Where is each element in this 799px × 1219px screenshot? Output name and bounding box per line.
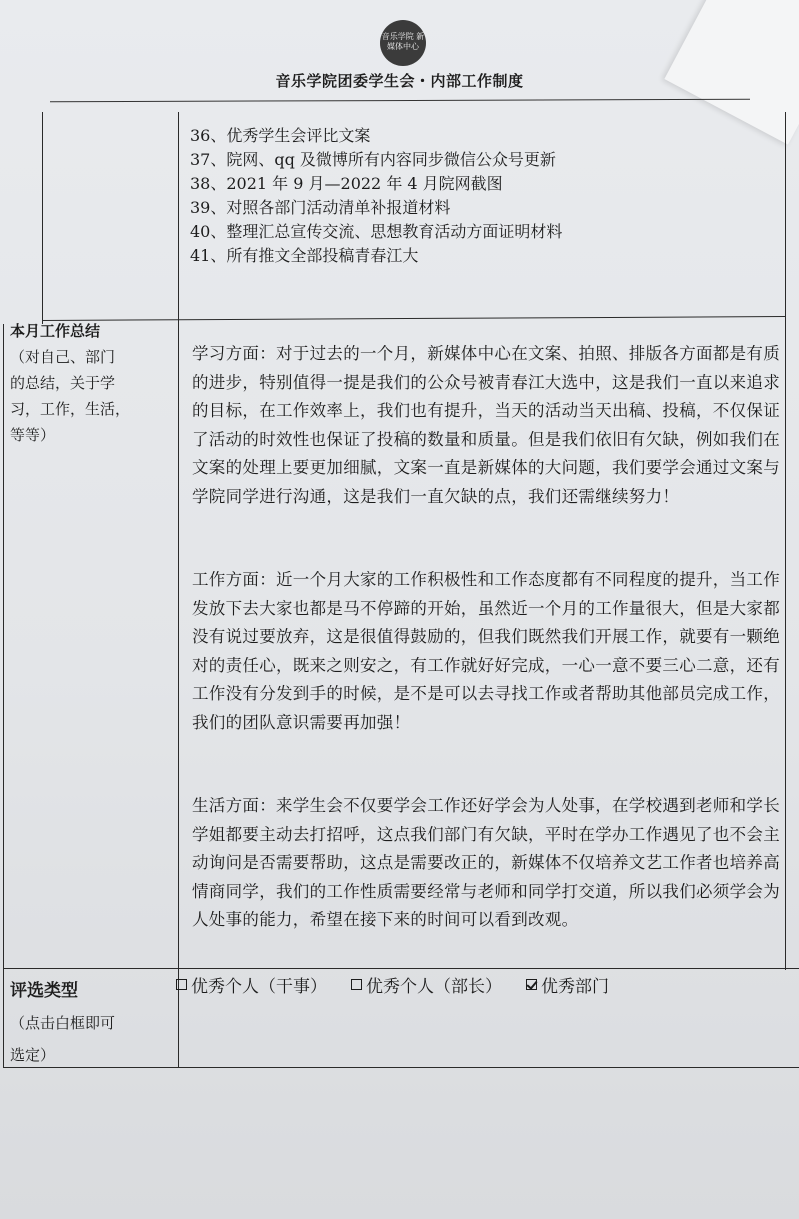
list-item: 36、优秀学生会评比文案 xyxy=(190,126,371,145)
checkbox-checked[interactable] xyxy=(526,979,537,990)
summary-label-line: 习，工作，生活， xyxy=(10,400,131,418)
list-item: 41、所有推文全部投稿青春江大 xyxy=(190,246,419,265)
option-outstanding-member[interactable] xyxy=(176,972,327,997)
evaluation-label-line: 选定） xyxy=(10,1046,56,1064)
checkbox-unchecked[interactable] xyxy=(351,979,362,990)
summary-label xyxy=(10,318,172,448)
table-border-left-upper xyxy=(42,112,43,324)
summary-label-line: 的总结，关于学 xyxy=(10,374,116,392)
evaluation-label-title: 评选类型 xyxy=(10,981,78,1001)
evaluation-label-line: （点击白框即可 xyxy=(10,1014,116,1032)
summary-label-line: （对自己、部门 xyxy=(10,348,116,366)
option-outstanding-department[interactable] xyxy=(526,972,609,997)
option-label: 优秀个人（部长） xyxy=(366,977,502,997)
checkbox-unchecked[interactable] xyxy=(176,979,187,990)
table-border-right xyxy=(785,112,786,970)
study-summary-paragraph: 学习方面：对于过去的一个月，新媒体中心在文案、拍照、排版各方面都是有质的进步，特别值得一提是我们的公众号被青春江大选中，这是我们一直以来追求的目标，在工作效率上，我们也有提升，当天的活动当天出稿、投稿，不仅保证了活动的时效性也保证了投稿的数量和质量。但是我们依旧有欠缺，例如我们在文案的处理上要更加细腻，文案一直是新媒体的大问题，我们要学会通过文案与学院同学进行沟通，这是我们一直欠缺的点，我们还需继续努力！ xyxy=(192,344,780,506)
work-summary-paragraph: 工作方面：近一个月大家的工作积极性和工作态度都有不同程度的提升，当工作发放下去大家也都是马不停蹄的开始，虽然近一个月的工作量很大，但是大家都没有说过要放弃，这是很值得鼓励的，但我们既然我们开展工作，就要有一颗绝对的责任心，既来之则安之，有工作就好好完成，一心一意不要三心二意，还有工作没有分发到手的时候，是不是可以去寻找工作或者帮助其他部员完成工作，我们的团队意识需要再加强！ xyxy=(192,570,780,732)
logo-text: 音乐学院 新媒体中心 xyxy=(381,32,425,51)
table-row-divider-2 xyxy=(3,968,799,969)
table-border-left-lower xyxy=(3,324,4,1068)
department-logo xyxy=(380,20,426,66)
list-item: 38、2021 年 9 月—2022 年 4 月院网截图 xyxy=(190,174,503,193)
list-item: 40、整理汇总宣传交流、思想教育活动方面证明材料 xyxy=(190,222,563,241)
header-divider xyxy=(50,99,750,102)
evaluation-options xyxy=(176,972,609,997)
option-outstanding-minister[interactable] xyxy=(351,972,502,997)
summary-label-title: 本月工作总结 xyxy=(10,322,101,340)
life-summary-paragraph: 生活方面：来学生会不仅要学会工作还好学会为人处事，在学校遇到老师和学长学姐都要主动去打招呼，这点我们部门有欠缺，平时在学办工作遇见了也不会主动询问是否需要帮助，这点是需要改正的，新媒体不仅培养文艺工作者也培养高情商同学，我们的工作性质需要经常与老师和同学打交道，所以我们必须学会为人处事的能力，希望在接下来的时间可以看到改观。 xyxy=(192,796,780,929)
page-header-title: 音乐学院团委学生会・内部工作制度 xyxy=(275,72,524,90)
option-label: 优秀部门 xyxy=(541,977,609,997)
table-column-divider xyxy=(178,112,179,1068)
evaluation-label xyxy=(10,975,170,1071)
summary-label-line: 等等） xyxy=(10,426,56,444)
list-item: 37、院网、qq 及微博所有内容同步微信公众号更新 xyxy=(190,150,556,169)
list-item: 39、对照各部门活动清单补报道材料 xyxy=(190,198,451,217)
option-label: 优秀个人（干事） xyxy=(191,977,327,997)
work-item-list xyxy=(190,124,770,268)
